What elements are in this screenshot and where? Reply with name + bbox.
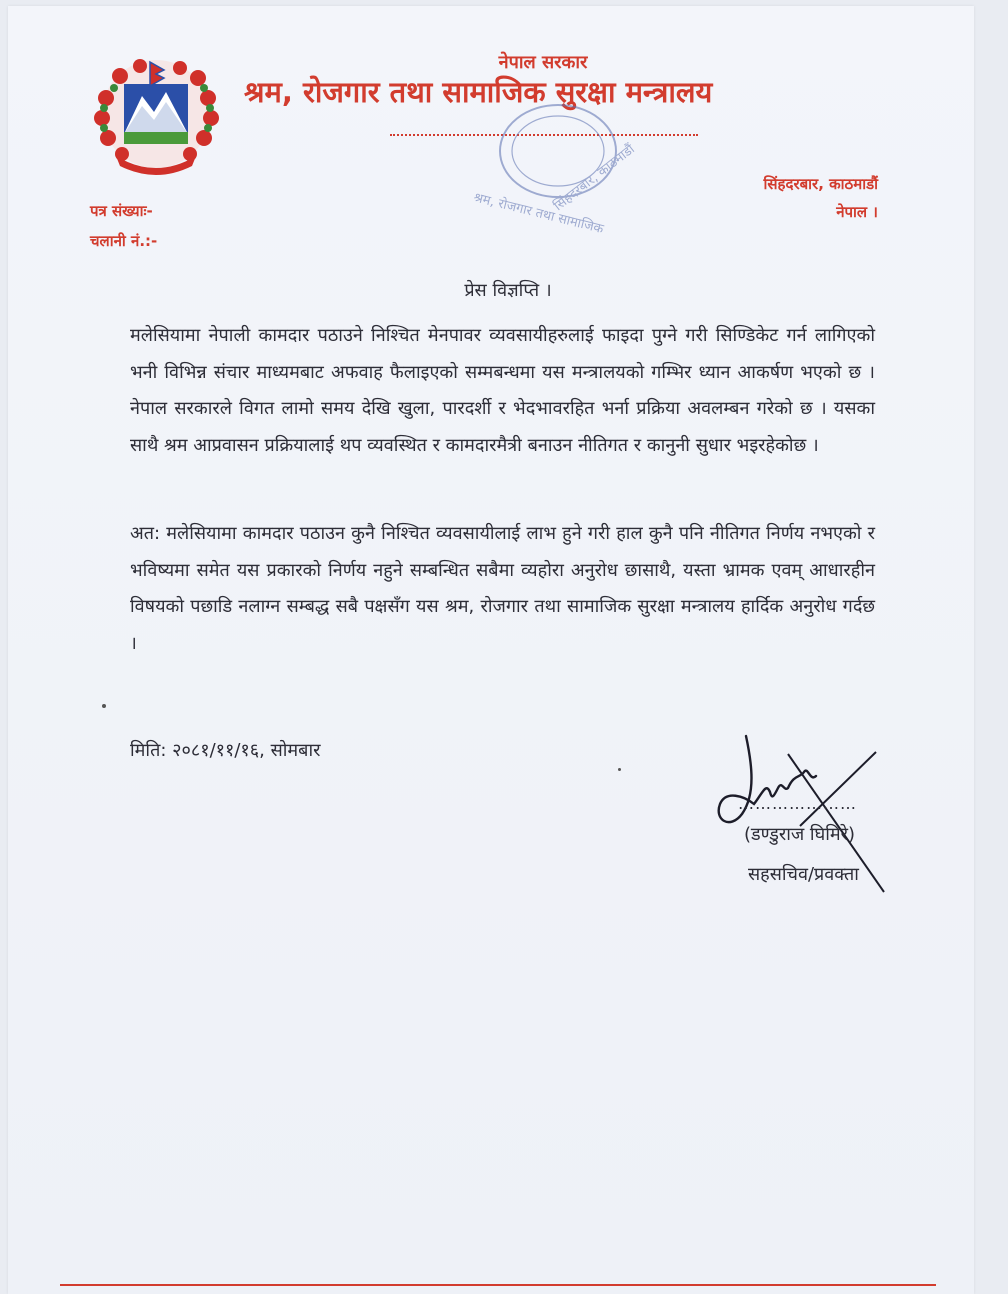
government-name: नेपाल सरकार [498,52,588,73]
signatory-designation: सहसचिव/प्रवक्ता [748,864,859,885]
body-paragraph-1: मलेसियामा नेपाली कामदार पठाउने निश्चित मेनपावर व्यवसायीहरुलाई फाइदा पुग्ने गरी सिण्डिकेट गर्न लागिएको भनी विभिन्न संचार माध्यमबाट अफवाह फैलाइएको सम्मबन्धमा यस मन्त्रालयको गम्भिर ध्यान आकर्षण भएको छ । नेपाल सरकारले विगत लामो समय देखि खुला, पारदर्शी र भेदभावरहित भर्ना प्रक्रिया अवलम्बन गरेको छ । यसका साथै श्रम आप्रवासन प्रक्रियालाई थप व्यवस्थित र कामदारमैत्री बनाउन नीतिगत र कानुनी सुधार भइरहेकोछ । [130,325,875,456]
paper-speck [102,704,106,708]
dispatch-number-label: चलानी नं.:- [90,232,158,250]
signatory-name: (डण्डुराज घिमिरे) [744,824,856,845]
address-line-2: नेपाल । [836,203,878,221]
address-line-1: सिंहदरबार, काठमाडौं [763,175,878,193]
reference-block [90,196,157,256]
document-title: प्रेस विज्ञप्ति । [464,280,552,301]
office-address [764,170,878,226]
svg-text:सिंहदरबार, काठमाडौं: सिंहदरबार, काठमाडौं [551,141,638,215]
paper-speck [618,768,621,771]
signature-line: ………………… [738,794,857,813]
office-stamp-icon [463,101,638,238]
date-line: मिति: २०८१/११/१६, सोमबार [130,740,321,761]
letter-page [8,6,974,1294]
footer-divider [60,1284,936,1286]
nepal-emblem-icon [84,56,228,176]
svg-text:श्रम, रोजगार तथा सामाजिक: श्रम, रोजगार तथा सामाजिक [472,190,605,238]
body-paragraph-2: अत: मलेसियामा कामदार पठाउन कुनै निश्चित व्यवसायीलाई लाभ हुने गरी हाल कुनै पनि नीतिगत निर्णय नभएको र भविष्यमा समेत यस प्रकारको निर्णय नहुने सम्बन्धित सबैमा व्यहोरा अनुरोध छासाथै, यस्ता भ्रामक एवम् आधारहीन विषयको पछाडि नलाग्न सम्बद्ध सबै पक्षसँग यस श्रम, रोजगार तथा सामाजिक सुरक्षा मन्त्रालय हार्दिक अनुरोध गर्दछ । [130,523,875,654]
ministry-name: श्रम, रोजगार तथा सामाजिक सुरक्षा मन्त्रालय [244,75,713,109]
letter-number-label: पत्र संख्याः- [90,202,153,220]
